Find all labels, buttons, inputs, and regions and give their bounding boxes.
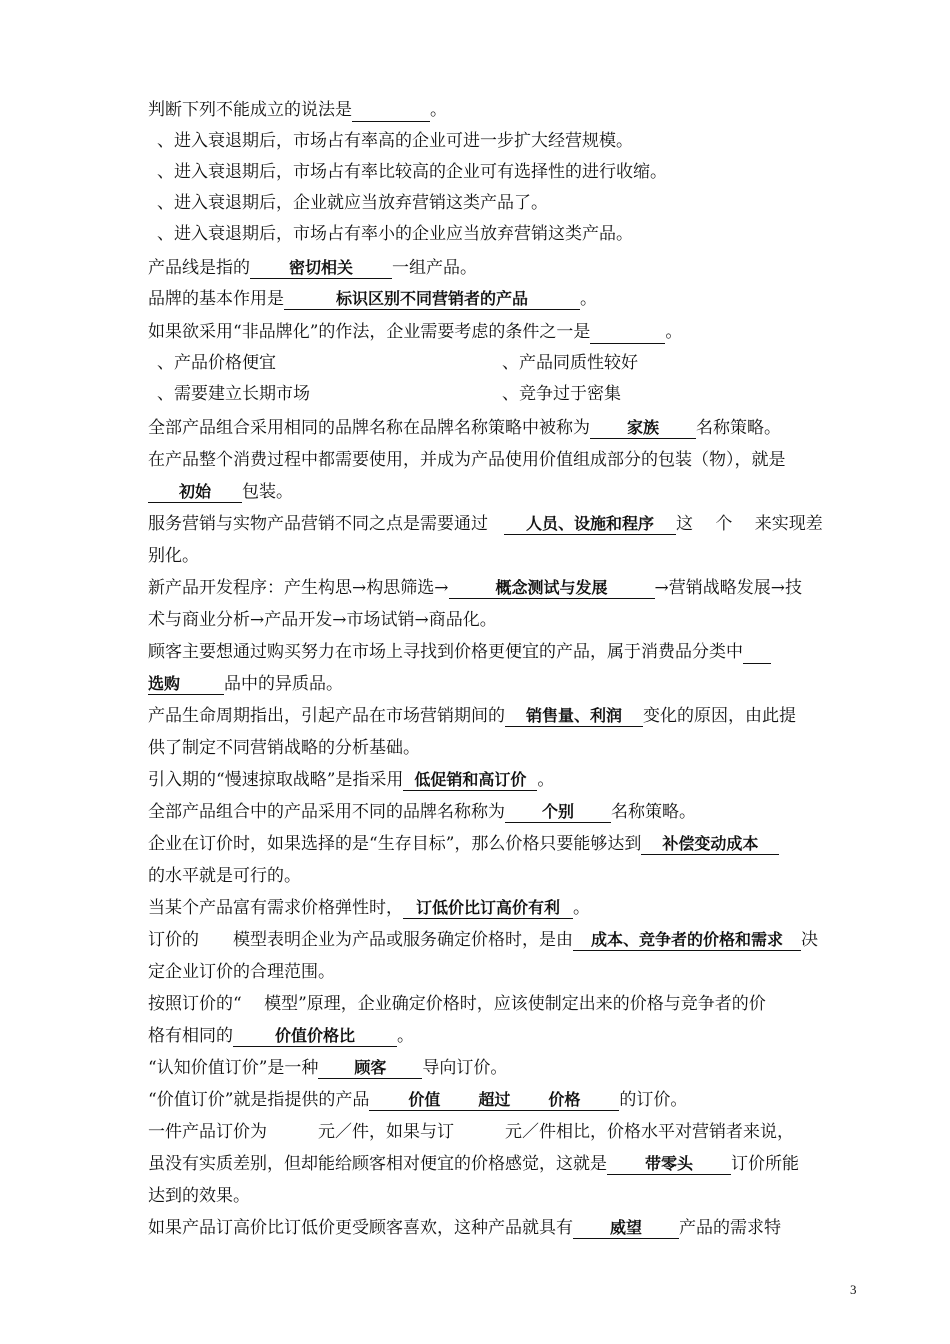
question-18 [148, 1088, 862, 1112]
answer-text: 补偿变动成本 [641, 833, 779, 855]
punctuation: 。 [580, 289, 597, 309]
question-12 [148, 800, 862, 824]
answer-part: 价格 [548, 1090, 581, 1109]
question-14 [148, 896, 862, 920]
question-text: 产品的需求特 [679, 1218, 781, 1238]
question-text: 当某个产品富有需求价格弹性时， [148, 898, 403, 918]
question-text: 虽没有实质差别，但却能给顾客相对便宜的价格感觉，这就是 [148, 1154, 607, 1174]
question-15-line-2: 定企业订价的合理范围。 [148, 962, 335, 982]
question-8-line-2: 术与商业分析→产品开发→市场试销→商品化。 [148, 610, 497, 630]
question-text: 变化的原因，由此提 [643, 706, 796, 726]
option-b: 、进入衰退期后，市场占有率比较高的企业可有选择性的进行收缩。 [157, 162, 667, 182]
question-2 [148, 256, 862, 280]
question-text: 服务营销与实物产品营销不同之点是需要通过 [148, 514, 488, 534]
answer-text: 带零头 [607, 1153, 731, 1175]
question-10-line-1 [148, 704, 862, 728]
option-a: 、进入衰退期后，市场占有率高的企业可进一步扩大经营规模。 [157, 131, 633, 151]
answer-blank [743, 644, 771, 664]
question-text: 格有相同的 [148, 1026, 233, 1046]
question-text: 全部产品组合采用相同的品牌名称在品牌名称策略中被称为 [148, 418, 590, 438]
question-text: 一组产品。 [392, 258, 477, 278]
question-13-line-1 [148, 832, 862, 856]
question-text: 导向订价。 [422, 1058, 508, 1078]
question-text: 这 个 来实现差 [676, 514, 823, 534]
question-11 [148, 768, 862, 792]
question-19-line-3: 达到的效果。 [148, 1186, 250, 1206]
question-text: 全部产品组合中的产品采用不同的品牌名称称为 [148, 802, 505, 822]
punctuation: 。 [665, 322, 683, 342]
answer-text: 成本、竞争者的价格和需求 [573, 929, 801, 951]
question-text: 新产品开发程序：产生构思→构思筛选→ [148, 578, 449, 598]
answer-text: 初始 [148, 481, 242, 503]
question-6-line-1: 在产品整个消费过程中都需要使用，并成为产品使用价值组成部分的包装（物），就是 [148, 450, 786, 470]
question-5 [148, 416, 862, 440]
answer-text: 标识区别不同营销者的产品 [284, 288, 580, 310]
page-number: 3 [850, 1282, 857, 1297]
question-text: 顾客主要想通过购买努力在市场上寻找到价格更便宜的产品，属于消费品分类中 [148, 642, 743, 662]
question-text: 产品线是指的 [148, 258, 250, 278]
question-7-line-1 [148, 512, 862, 536]
punctuation: 。 [537, 770, 555, 790]
question-text: 如果产品订高价比订低价更受顾客喜欢，这种产品就具有 [148, 1218, 573, 1238]
answer-text [369, 1089, 619, 1111]
question-13-line-2: 的水平就是可行的。 [148, 866, 301, 886]
question-4 [148, 320, 862, 344]
option-c: 、进入衰退期后，企业就应当放弃营销这类产品了。 [157, 193, 548, 213]
answer-text: 订低价比订高价有利 [403, 897, 573, 919]
answer-part: 超过 [478, 1090, 511, 1109]
question-text: 包装。 [242, 482, 293, 502]
question-text: “认知价值订价”是一种 [148, 1058, 319, 1078]
question-text: 品牌的基本作用是 [148, 289, 284, 309]
question-7-line-2: 别化。 [148, 546, 199, 566]
options-row-2 [157, 382, 871, 406]
options-row-1 [157, 351, 871, 375]
question-17 [148, 1056, 862, 1080]
question-text: 品中的异质品。 [224, 674, 343, 694]
question-1 [148, 98, 862, 122]
question-text: 如果欲采用“非品牌化”的作法，企业需要考虑的条件之一是 [148, 322, 591, 342]
question-text: 判断下列不能成立的说法是 [148, 100, 352, 120]
question-16-line-2 [148, 1024, 862, 1048]
question-8-line-1 [148, 576, 862, 600]
question-text: 引入期的“慢速掠取战略”是指采用 [148, 770, 404, 790]
question-9-line-2 [148, 672, 862, 696]
question-text: 产品生命周期指出，引起产品在市场营销期间的 [148, 706, 505, 726]
question-text: 的订价。 [619, 1090, 688, 1110]
question-19-line-2 [148, 1152, 862, 1176]
answer-text: 选购 [148, 673, 224, 695]
question-text: 企业在订价时，如果选择的是“生存目标”，那么价格只要能够达到 [148, 834, 642, 854]
question-19-line-1: 一件产品订价为 元／件，如果与订 元／件相比，价格水平对营销者来说， [148, 1122, 794, 1142]
question-10-line-2: 供了制定不同营销战略的分析基础。 [148, 738, 420, 758]
option-a: 、产品价格便宜 [157, 353, 276, 373]
option-c: 、需要建立长期市场 [157, 384, 310, 404]
answer-blank [590, 324, 665, 344]
question-text: →营销战略发展→技 [654, 578, 802, 598]
question-6-line-2 [148, 480, 862, 504]
answer-text: 人员、设施和程序 [504, 513, 676, 535]
question-3 [148, 287, 862, 311]
answer-text: 低促销和高订价 [403, 769, 537, 791]
answer-text: 个别 [505, 801, 611, 823]
answer-part: 价值 [408, 1090, 441, 1109]
question-15-line-1 [148, 928, 862, 952]
answer-text: 家族 [590, 417, 696, 439]
question-9-line-1 [148, 640, 862, 664]
question-text: 订价的 模型表明企业为产品或服务确定价格时，是由 [148, 930, 573, 950]
punctuation: 。 [430, 100, 447, 120]
question-text: 订价所能 [731, 1154, 799, 1174]
answer-text: 密切相关 [250, 257, 392, 279]
question-text: 决 [801, 930, 818, 950]
answer-text: 顾客 [318, 1057, 422, 1079]
punctuation: 。 [573, 898, 590, 918]
option-d: 、竞争过于密集 [502, 384, 621, 404]
question-text: “价值订价”就是指提供的产品 [148, 1090, 370, 1110]
question-20 [148, 1216, 862, 1240]
question-text: 名称策略。 [696, 418, 781, 438]
option-d: 、进入衰退期后，市场占有率小的企业应当放弃营销这类产品。 [157, 224, 633, 244]
answer-text: 威望 [573, 1217, 679, 1239]
question-16-line-1: 按照订价的“ 模型”原理，企业确定价格时，应该使制定出来的价格与竞争者的价 [148, 994, 766, 1014]
answer-blank [352, 102, 430, 122]
option-b: 、产品同质性较好 [502, 353, 638, 373]
answer-text: 价值价格比 [233, 1025, 397, 1047]
question-text: 名称策略。 [611, 802, 696, 822]
punctuation: 。 [397, 1026, 414, 1046]
answer-text: 销售量、利润 [505, 705, 643, 727]
answer-text: 概念测试与发展 [449, 577, 655, 599]
